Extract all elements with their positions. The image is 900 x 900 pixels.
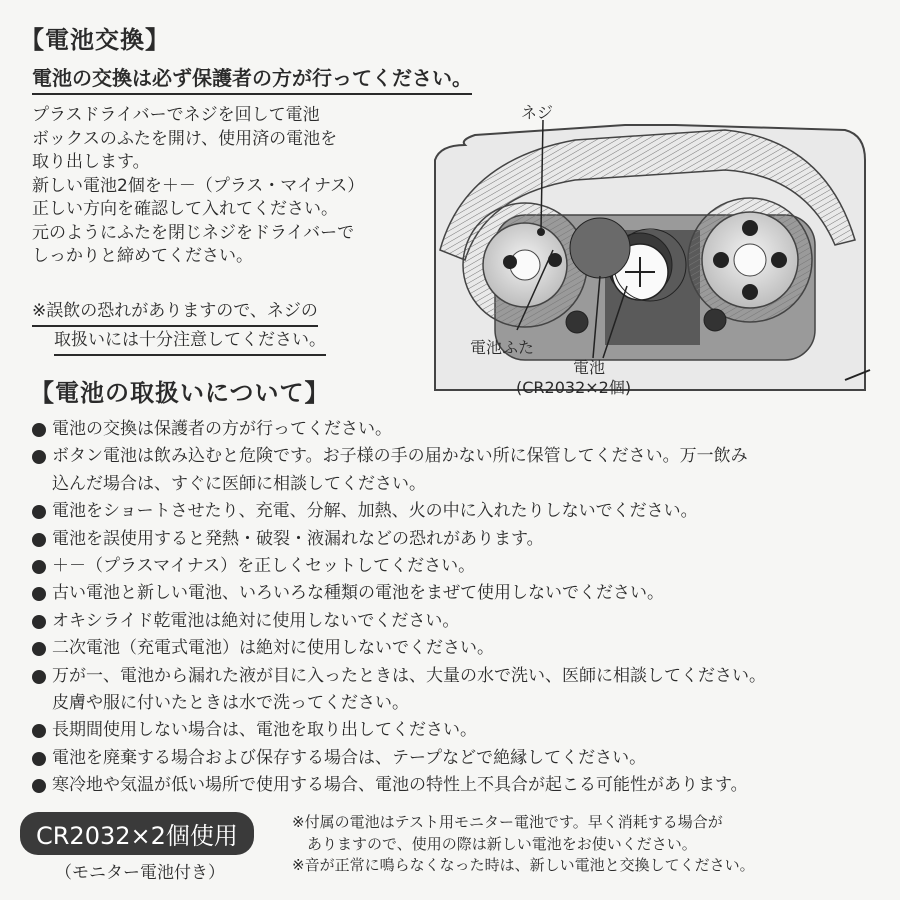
list-item: 電池を廃棄する場合および保存する場合は、テープなどで絶縁してください。 — [30, 745, 766, 772]
list-item: オキシライド乾電池は絶対に使用しないでください。 — [30, 608, 766, 635]
replace-subheading: 電池の交換は必ず保護者の方が行ってください。 — [32, 62, 472, 95]
list-item: 長期間使用しない場合は、電池を取り出してください。 — [30, 717, 766, 744]
instruction-line: 新しい電池2個を＋－（プラス・マイナス） — [32, 175, 365, 196]
cover-label: 電池ふた — [470, 338, 535, 357]
instruction-line: 元のようにふたを閉じネジをドライバーで — [32, 222, 355, 243]
button-dot — [503, 255, 517, 269]
handling-heading: 【電池の取扱いについて】 — [30, 379, 330, 407]
handling-list — [30, 416, 766, 800]
list-item: ＋－（プラスマイナス）を正しくセットしてください。 — [30, 553, 766, 580]
list-item: 電池の交換は保護者の方が行ってください。 — [30, 416, 766, 443]
battery-badge: CR2032×2個使用 — [20, 812, 254, 855]
button-dot — [771, 252, 787, 268]
button-dot — [704, 309, 726, 331]
battery-type-label: (CR2032×2個) — [516, 378, 632, 397]
list-item: 寒冷地や気温が低い場所で使用する場合、電池の特性上不具合が起こる可能性があります。 — [30, 772, 766, 799]
button-dot — [566, 311, 588, 333]
battery-label: 電池 — [573, 358, 606, 377]
footnote-line: ※音が正常に鳴らなくなった時は、新しい電池と交換してください。 — [292, 856, 755, 874]
list-item: 二次電池（充電式電池）は絶対に使用しないでください。 — [30, 635, 766, 662]
replace-instructions — [32, 104, 364, 269]
warning-line: 取扱いには十分注意してください。 — [54, 327, 326, 356]
instruction-line: プラスドライバーでネジを回して電池 — [32, 105, 320, 125]
button-dot — [742, 284, 758, 300]
footnotes — [292, 812, 755, 877]
list-item: 古い電池と新しい電池、いろいろな種類の電池をまぜて使用しないでください。 — [30, 580, 766, 607]
list-item: ボタン電池は飲み込むと危険です。お子様の手の届かない所に保管してください。万一飲み 込んだ場合は、すぐに医師に相談してください。 — [30, 443, 766, 498]
instruction-line: 正しい方向を確認して入れてください。 — [32, 199, 338, 219]
screw-label: ネジ — [521, 103, 554, 122]
footnote-line: ※付属の電池はテスト用モニター電池です。早く消耗する場合が — [292, 813, 723, 831]
button-dot — [713, 252, 729, 268]
list-item: 電池をショートさせたり、充電、分解、加熱、火の中に入れたりしないでください。 — [30, 498, 766, 525]
list-item: 電池を誤使用すると発熱・破裂・液漏れなどの恐れがあります。 — [30, 526, 766, 553]
instruction-line: ボックスのふたを開け、使用済の電池を — [32, 128, 338, 149]
screw-warning — [32, 298, 326, 356]
warning-line: ※誤飲の恐れがありますので、ネジの — [32, 298, 318, 327]
button-dot — [742, 220, 758, 236]
monitor-battery-note: （モニター電池付き） — [55, 863, 225, 883]
list-item: 万が一、電池から漏れた液が目に入ったときは、大量の水で洗い、医師に相談してください。 皮膚や服に付いたときは水で洗ってください。 — [30, 663, 766, 718]
instruction-line: 取り出します。 — [32, 152, 150, 172]
battery-compartment-diagram — [425, 100, 875, 405]
replace-heading: 【電池交換】 — [20, 26, 170, 54]
instruction-line: しっかりと締めてください。 — [32, 246, 253, 266]
footnote-line: ありますので、使用の際は新しい電池をお使いください。 — [292, 834, 697, 853]
